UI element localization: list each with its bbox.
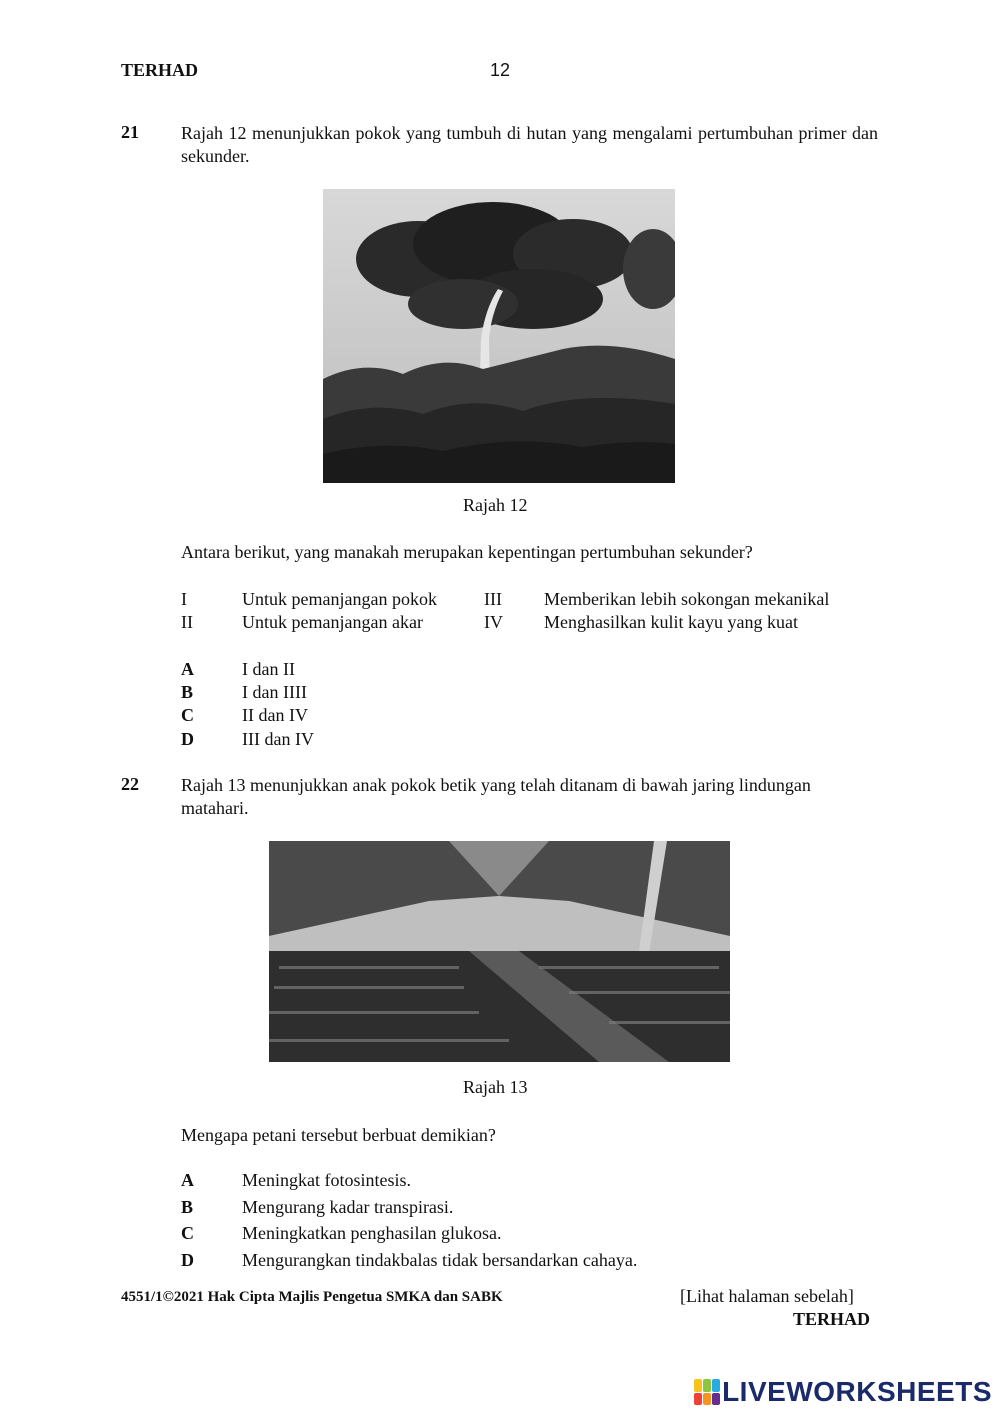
statement-roman: I [181,589,187,609]
nursery-photo [269,841,730,1062]
option-a-q21[interactable]: I dan II [242,659,295,679]
liveworksheets-logo-icon [694,1379,720,1405]
figure-rajah-13 [269,841,730,1062]
footer-copyright: 4551/1©2021 Hak Cipta Majlis Pengetua SMKA dan SABK [121,1289,503,1305]
option-d-q21[interactable]: III dan IV [242,729,314,749]
option-letter: C [181,705,194,725]
figure-12-caption: Rajah 12 [463,495,528,515]
statement-roman: IV [484,612,503,632]
statement-roman: III [484,589,502,609]
brand-text: LIVEWORKSHEETS [722,1376,992,1407]
statement-text: Memberikan lebih sokongan mekanikal [544,589,830,609]
question-21-prompt: Antara berikut, yang manakah merupakan kepentingan pertumbuhan sekunder? [181,542,753,562]
figure-13-caption: Rajah 13 [463,1077,528,1097]
option-letter: D [181,729,194,749]
option-letter: D [181,1250,194,1270]
liveworksheets-brand [694,1376,992,1408]
option-d-q22[interactable]: Mengurangkan tindakbalas tidak bersandarkan cahaya. [242,1250,638,1270]
statement-roman: II [181,612,193,632]
statement-text: Untuk pemanjangan pokok [242,589,437,609]
tree-photo [323,189,675,483]
question-21-number: 21 [121,122,139,142]
question-22-text: Rajah 13 menunjukkan anak pokok betik yang telah ditanam di bawah jaring lindungan matahari. [181,775,811,818]
option-b-q21[interactable]: I dan IIII [242,682,307,702]
option-letter: C [181,1223,194,1243]
question-21-text: Rajah 12 menunjukkan pokok yang tumbuh di hutan yang mengalami pertumbuhan primer dan sekunder. [181,123,878,166]
figure-rajah-12 [323,189,675,483]
option-letter: A [181,1170,194,1190]
page-number: 12 [490,60,511,80]
option-letter: B [181,1197,194,1217]
option-b-q22[interactable]: Mengurang kadar transpirasi. [242,1197,454,1217]
footer-label: TERHAD [793,1309,871,1329]
statement-text: Untuk pemanjangan akar [242,612,423,632]
option-a-q22[interactable]: Meningkat fotosintesis. [242,1170,411,1190]
option-letter: A [181,659,194,679]
option-c-q21[interactable]: II dan IV [242,705,308,725]
option-c-q22[interactable]: Meningkatkan penghasilan glukosa. [242,1223,502,1243]
option-letter: B [181,682,194,702]
footer-next-page: [Lihat halaman sebelah] [680,1286,854,1306]
statement-text: Menghasilkan kulit kayu yang kuat [544,612,798,632]
question-22-prompt: Mengapa petani tersebut berbuat demikian? [181,1125,496,1145]
question-22-number: 22 [121,774,139,794]
header-label: TERHAD [121,60,199,80]
